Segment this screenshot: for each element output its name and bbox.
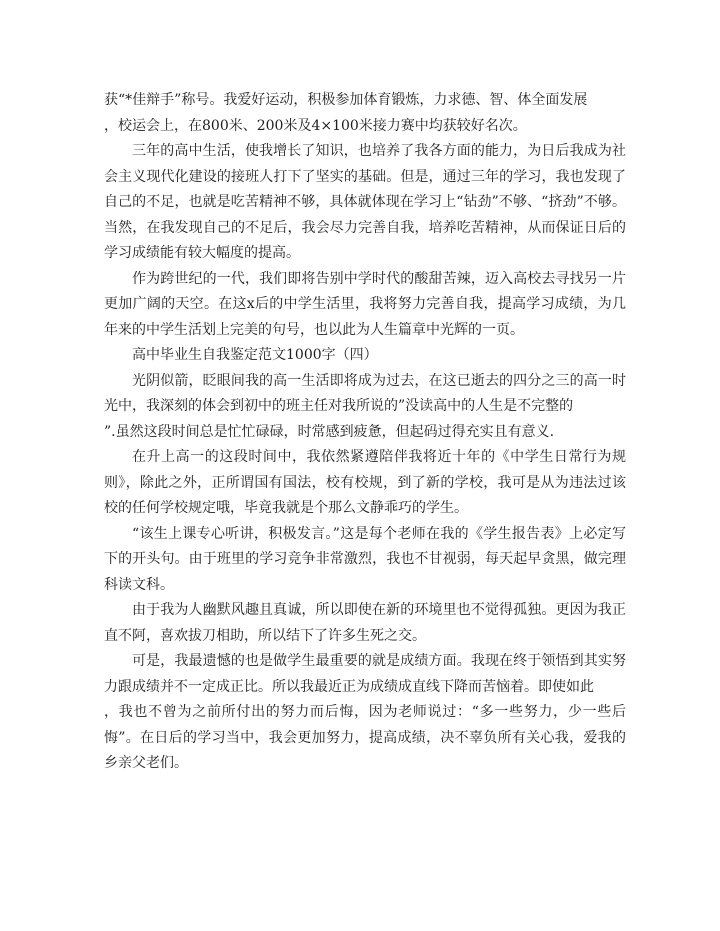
paragraph-grades: 可是，我最遗憾的也是做学生最重要的就是成绩方面。我现在终于领悟到其实努力跟成绩并不一定成正比。所以我最近正为成绩成直线下降而苦恼着。即使如此 ，我也不曾为之前所付出的努力而后悔，因为老师说过：“多一些努力，少一些后悔”。在日后的学习当中，我会更加努力，提高成绩，决不辜负所有关心我，爱我的乡亲父老们。 — [104, 653, 626, 771]
paragraph-continued-awards: 获“*佳辩手”称号。我爱好运动，积极参加体育锻炼，力求德、智、体全面发展 ，校运会上，在800米、200米及4×100米接力赛中均获较好名次。 — [104, 92, 588, 134]
paragraph-teacher-comment: “该生上课专心听讲，积极发言。”这是每个老师在我的《学生报告表》上必定写下的开头句。由于班里的学习竞争非常激烈，我也不甘视弱，每天起早贪黑，做完理科读文科。 — [104, 525, 626, 593]
paragraph-new-century: 作为跨世纪的一代，我们即将告别中学时代的酸甜苦辣，迈入高校去寻找另一片更加广阔的天空。在这x后的中学生活里，我将努力完善自我，提高学习成绩，为几年来的中学生活划上完美的句号，也以此为人生篇章中光辉的一页。 — [104, 270, 626, 338]
paragraph-three-years: 三年的高中生活，使我增长了知识，也培养了我各方面的能力，为日后我成为社会主义现代化建设的接班人打下了坚实的基础。但是，通过三年的学习，我也发现了自己的不足，也就是吃苦精神不够，具体就体现在学习上“钻劲”不够、“挤劲”不够。当然，在我发现自己的不足后，我会尽力完善自我，培养吃苦精神，从而保证日后的学习成绩能有较大幅度的提高。 — [104, 143, 626, 261]
section-heading: 高中毕业生自我鉴定范文1000字（四） — [132, 347, 378, 363]
paragraph-rules: 在升上高一的这段时间中，我依然紧遵陪伴我将近十年的《中学生日常行为规则》，除此之外，正所谓国有国法，校有校规，到了新的学校，我可是从为违法过该校的任何学校规定哦，毕竟我就是个那么文静乖巧的学生。 — [104, 449, 626, 516]
paragraph-personality: 由于我为人幽默风趣且真诚，所以即使在新的环境里也不觉得孤独。更因为我正直不阿，喜欢拔刀相助，所以结下了许多生死之交。 — [104, 602, 626, 644]
paragraph-time-flies: 光阴似箭，眨眼间我的高一生活即将成为过去，在这已逝去的四分之三的高一时光中，我深刻的体会到初中的班主任对我所说的”没读高中的人生是不完整的 ”.虽然这段时间总是忙忙碌碌，时常感到疲惫，但起码过得充实且有意义. — [104, 372, 626, 440]
document-page — [104, 88, 626, 777]
